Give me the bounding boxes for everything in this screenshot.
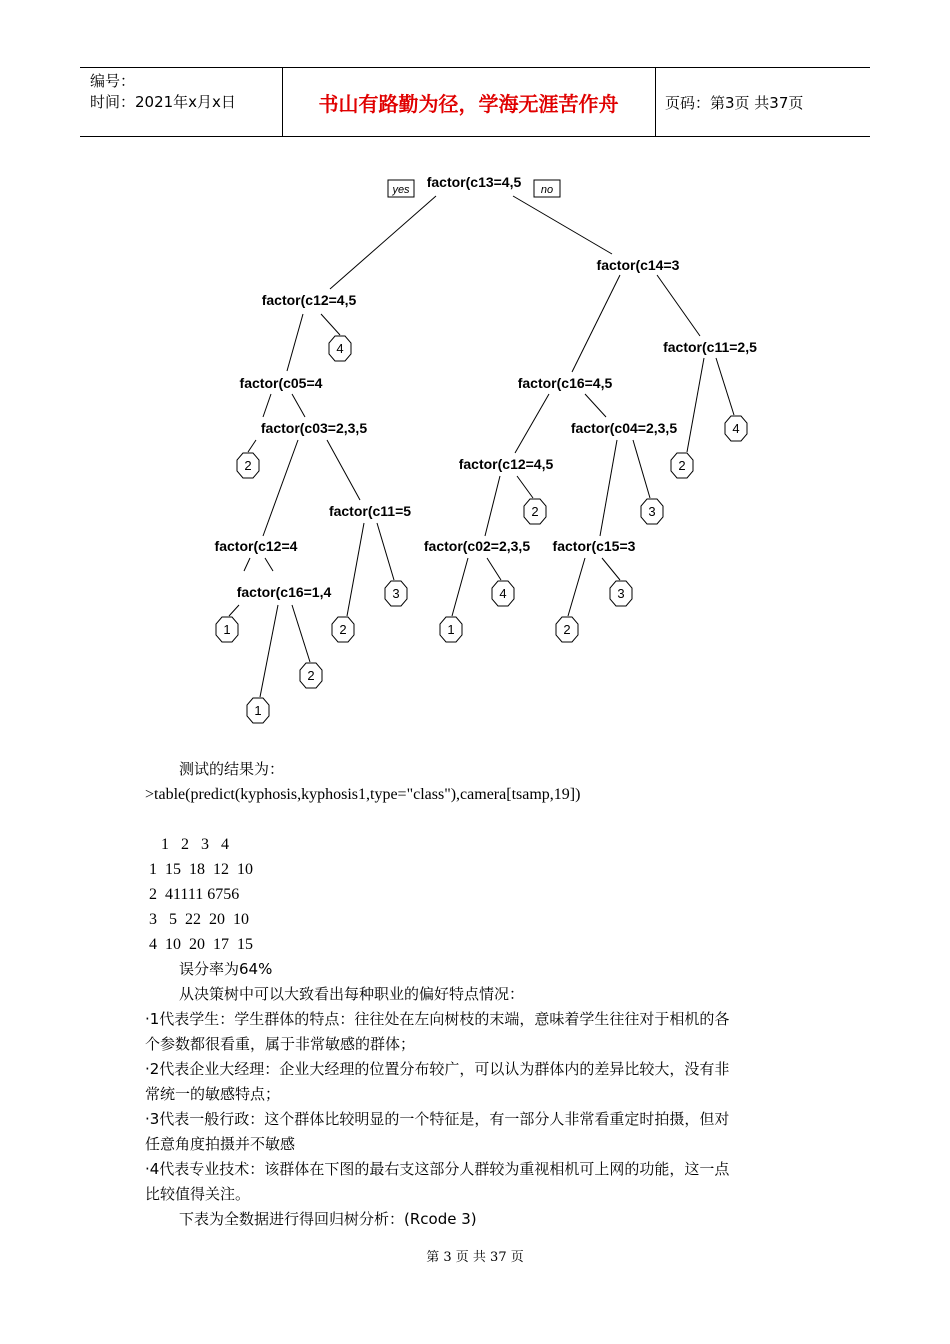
document-body <box>145 757 815 1232</box>
header-divider <box>655 68 656 136</box>
page-footer: 第 3 页 共 37 页 <box>426 1250 524 1265</box>
leaf-label: 4 <box>336 341 344 356</box>
error-rate: 误分率为64% <box>179 960 273 978</box>
leaf-label: 3 <box>617 586 625 601</box>
leaf-label: 1 <box>447 622 455 637</box>
paragraph-line: 任意角度拍摄并不敏感 <box>145 1135 296 1153</box>
paragraph-line: 常统一的敏感特点； <box>145 1085 281 1103</box>
paragraph-line: ·2代表企业大经理：企业大经理的位置分布较广，可以认为群体内的差异比较大，没有非 <box>145 1060 730 1078</box>
leaf-label: 1 <box>223 622 231 637</box>
time-label: 时间：2021年x月x日 <box>90 93 236 111</box>
blank-line <box>145 807 815 832</box>
yes-label <box>388 180 414 197</box>
split-node: factor(c16=4,5 <box>517 375 613 391</box>
leaf-label: 2 <box>678 458 686 473</box>
split-node: factor(c11=2,5 <box>663 339 757 355</box>
leaf-labels <box>223 341 739 718</box>
paragraph-line: 个参数都很看重，属于非常敏感的群体； <box>145 1035 416 1053</box>
yes-label-text: yes <box>392 184 410 196</box>
split-node: factor(c15=3 <box>552 538 636 554</box>
split-node: factor(c05=4 <box>239 375 323 391</box>
summary: 从决策树中可以大致看出每种职业的偏好特点情况： <box>179 985 525 1003</box>
split-nodes <box>215 174 758 600</box>
r-command: >table(predict(kyphosis,kyphosis1,type="class"),camera[tsamp,19]) <box>145 786 581 803</box>
leaf-label: 2 <box>244 458 252 473</box>
no-label-text: no <box>540 184 554 196</box>
paragraph-line: ·1代表学生：学生群体的特点：往往处在左向树枝的末端，意味着学生往往对于相机的各 <box>145 1010 730 1028</box>
table-row: 1 2 3 4 <box>145 836 229 853</box>
split-node: factor(c02=2,3,5 <box>423 538 531 554</box>
leaf-label: 2 <box>563 622 571 637</box>
leaf-label: 3 <box>648 504 656 519</box>
paragraph-line: ·4代表专业技术：该群体在下图的最右支这部分人群较为重视相机可上网的功能，这一点 <box>145 1160 730 1178</box>
leaf-label: 3 <box>392 586 400 601</box>
table-row: 2 41111 6756 <box>145 886 240 903</box>
paragraph-line: 比较值得关注。 <box>145 1185 251 1203</box>
intro-text: 测试的结果为： <box>179 760 285 778</box>
leaf-label: 4 <box>732 421 740 436</box>
header-meta <box>90 71 236 113</box>
leaf-label: 1 <box>254 703 262 718</box>
split-node: factor(c12=4,5 <box>458 456 554 472</box>
leaf-label: 2 <box>339 622 347 637</box>
code-label: 编号： <box>90 72 136 90</box>
split-node: factor(c11=5 <box>328 503 412 519</box>
split-node: factor(c13=4,5 <box>426 174 522 190</box>
table-row: 3 5 22 20 10 <box>145 911 249 928</box>
no-label <box>534 180 560 197</box>
split-node: factor(c12=4 <box>214 538 298 554</box>
paragraph-line: ·3代表一般行政：这个群体比较明显的一个特征是，有一部分人非常看重定时拍摄，但对 <box>145 1110 730 1128</box>
split-node: factor(c12=4,5 <box>261 292 357 308</box>
table-row: 4 10 20 17 15 <box>145 936 253 953</box>
header-page-label: 页码：第3页 共37页 <box>665 94 804 112</box>
leaf-shapes <box>216 336 747 723</box>
next-section-text: 下表为全数据进行得回归树分析：(Rcode 3) <box>179 1210 477 1228</box>
leaf-label: 2 <box>531 504 539 519</box>
table-row: 1 15 18 12 10 <box>145 861 253 878</box>
split-node: factor(c16=1,4 <box>236 584 332 600</box>
split-node: factor(c14=3 <box>596 257 680 273</box>
page-header <box>80 67 870 137</box>
decision-tree-figure <box>0 150 950 730</box>
split-node: factor(c03=2,3,5 <box>260 420 368 436</box>
leaf-label: 2 <box>307 668 315 683</box>
leaf-label: 4 <box>499 586 507 601</box>
header-motto: 书山有路勤为径，学海无涯苦作舟 <box>318 91 619 116</box>
split-node: factor(c04=2,3,5 <box>570 420 678 436</box>
